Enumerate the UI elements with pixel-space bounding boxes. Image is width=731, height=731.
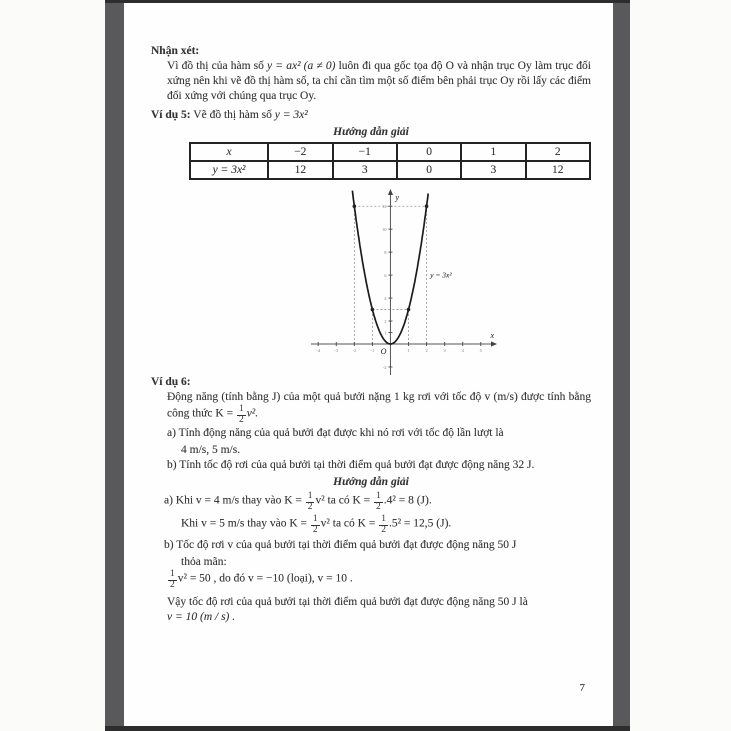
svg-text:1: 1 (407, 348, 410, 353)
table-cell: 2 (526, 143, 590, 161)
nhan-xet-text-pre: Vì đồ thị của hàm số (167, 60, 268, 72)
vi-du-6-item-b: b) Tính tốc độ rơi của quả bưởi tại thời điểm quả bưởi đạt được động năng 32 J. (167, 458, 535, 471)
formula-y-ax2: y = ax² (a ≠ 0) (267, 60, 336, 72)
table-header-row (190, 143, 590, 161)
solution-a-line-1: a) Khi v = 4 m/s thay vào K = $\frac{1}{2}$ v² ta có K = $\frac{1}{2}$ .4² = 8 (J). (164, 490, 432, 512)
fraction-one-half: $\frac{1}{2}$ (238, 404, 244, 425)
table-cell: 0 (397, 143, 461, 161)
table-cell: 3 (333, 161, 397, 179)
solution-b-line-2: thỏa mãn: (181, 555, 227, 568)
conclusion-line-1: Vậy tốc độ rơi của quả bưởi tại thời điểm quả bưởi đạt được động năng 50 J là (167, 595, 528, 608)
table-y-label: y = 3x² (190, 161, 268, 179)
table-value-row (190, 161, 590, 179)
fraction-one-half: $\frac{1}{2}$ (170, 568, 175, 590)
document-page (124, 3, 613, 726)
parabola-chart (311, 189, 497, 375)
svg-text:-3: -3 (334, 348, 339, 353)
table-cell: −1 (333, 143, 397, 161)
parabola-figure (311, 189, 497, 375)
nhan-xet-text-post: luôn đi qua gốc tọa độ O và nhận trục Oy làm trục đối xứng nên khi vẽ đồ thị hàm số, ta chỉ cần tìm một số điểm bên phải trục Oy rồi lấy các điểm đối xứng với chúng qua trục Oy. (167, 60, 592, 102)
page-bottom-edge (105, 726, 630, 731)
vi-du-6-intro-post: v². (246, 407, 259, 420)
page-left-edge (105, 0, 124, 731)
svg-text:4: 4 (384, 295, 387, 301)
vi-du-6-heading: Ví dụ 6: (151, 376, 191, 388)
fraction-one-half: $\frac{1}{2}$ (381, 513, 386, 535)
solution-a-line-2: Khi v = 5 m/s thay vào K = $\frac{1}{2}$ v² ta có K = $\frac{1}{2}$ .5² = 12,5 (J). (181, 513, 452, 535)
conclusion-line-2: v = 10 (m / s) . (167, 610, 236, 623)
svg-text:2: 2 (384, 318, 387, 324)
svg-text:O: O (380, 347, 387, 356)
svg-text:6: 6 (384, 272, 387, 278)
svg-text:x: x (490, 331, 494, 340)
vi-du-5-statement (151, 108, 591, 123)
svg-text:10: 10 (381, 226, 387, 232)
fraction-one-half: $\frac{1}{2}$ (307, 490, 313, 512)
vi-du-6-item-a: a) Tính động năng của quả bưởi đạt được khi nó rơi với tốc độ lần lượt là (167, 426, 504, 439)
svg-text:y = 3x²: y = 3x² (430, 270, 452, 280)
value-table (189, 142, 591, 180)
svg-text:y: y (395, 193, 400, 202)
vi-du-5-text: Vẽ đồ thị hàm số (190, 109, 275, 121)
svg-text:-2: -2 (382, 364, 387, 370)
vi-du-6-intro (151, 390, 591, 426)
book-page-container (105, 0, 630, 731)
svg-text:-1: -1 (370, 348, 375, 353)
solution-b-formula: $\frac{1}{2}$ v² = 50 , do đó v = −10 (loại), v = 10 . (170, 568, 353, 590)
page-right-edge (613, 0, 630, 731)
svg-text:3: 3 (443, 348, 446, 353)
page-top-edge (105, 0, 630, 3)
svg-text:4: 4 (461, 348, 464, 353)
fraction-one-half: $\frac{1}{2}$ (376, 490, 381, 512)
solution-b-line-1: b) Tốc độ rơi v của quả bưởi tại thời điểm quả bưởi đạt được động năng 50 J (164, 538, 517, 551)
vi-du-6-intro-pre: Động năng (tính bằng J) của một quả bưởi nặng 1 kg rơi với tốc độ v (m/s) được tính bằng công thức K = (167, 391, 591, 420)
formula-y-3x2: y = 3x² (274, 109, 308, 121)
solution-heading-vd5: Hướng dẫn giải (333, 126, 409, 138)
solution-heading-vd6: Hướng dẫn giải (333, 475, 409, 488)
nhan-xet-heading: Nhận xét: (151, 45, 200, 57)
svg-text:-2: -2 (352, 348, 357, 353)
table-cell: 1 (461, 143, 525, 161)
fraction-one-half: $\frac{1}{2}$ (312, 513, 318, 535)
table-cell: 0 (397, 161, 461, 179)
svg-text:5: 5 (479, 348, 482, 353)
vi-du-6-item-a2: 4 m/s, 5 m/s. (181, 443, 241, 456)
page-number: 7 (579, 682, 585, 694)
table-cell: 12 (268, 161, 332, 179)
nhan-xet-paragraph (151, 59, 591, 104)
svg-text:8: 8 (384, 249, 387, 255)
svg-text:-4: -4 (316, 348, 321, 353)
table-cell: 3 (461, 161, 525, 179)
vi-du-5-heading: Ví dụ 5: (151, 109, 191, 121)
svg-text:12: 12 (381, 204, 387, 210)
svg-text:1: 1 (384, 330, 387, 336)
table-x-label: x (190, 143, 268, 161)
svg-text:2: 2 (425, 348, 428, 353)
table-cell: −2 (268, 143, 332, 161)
table-cell: 12 (526, 161, 590, 179)
